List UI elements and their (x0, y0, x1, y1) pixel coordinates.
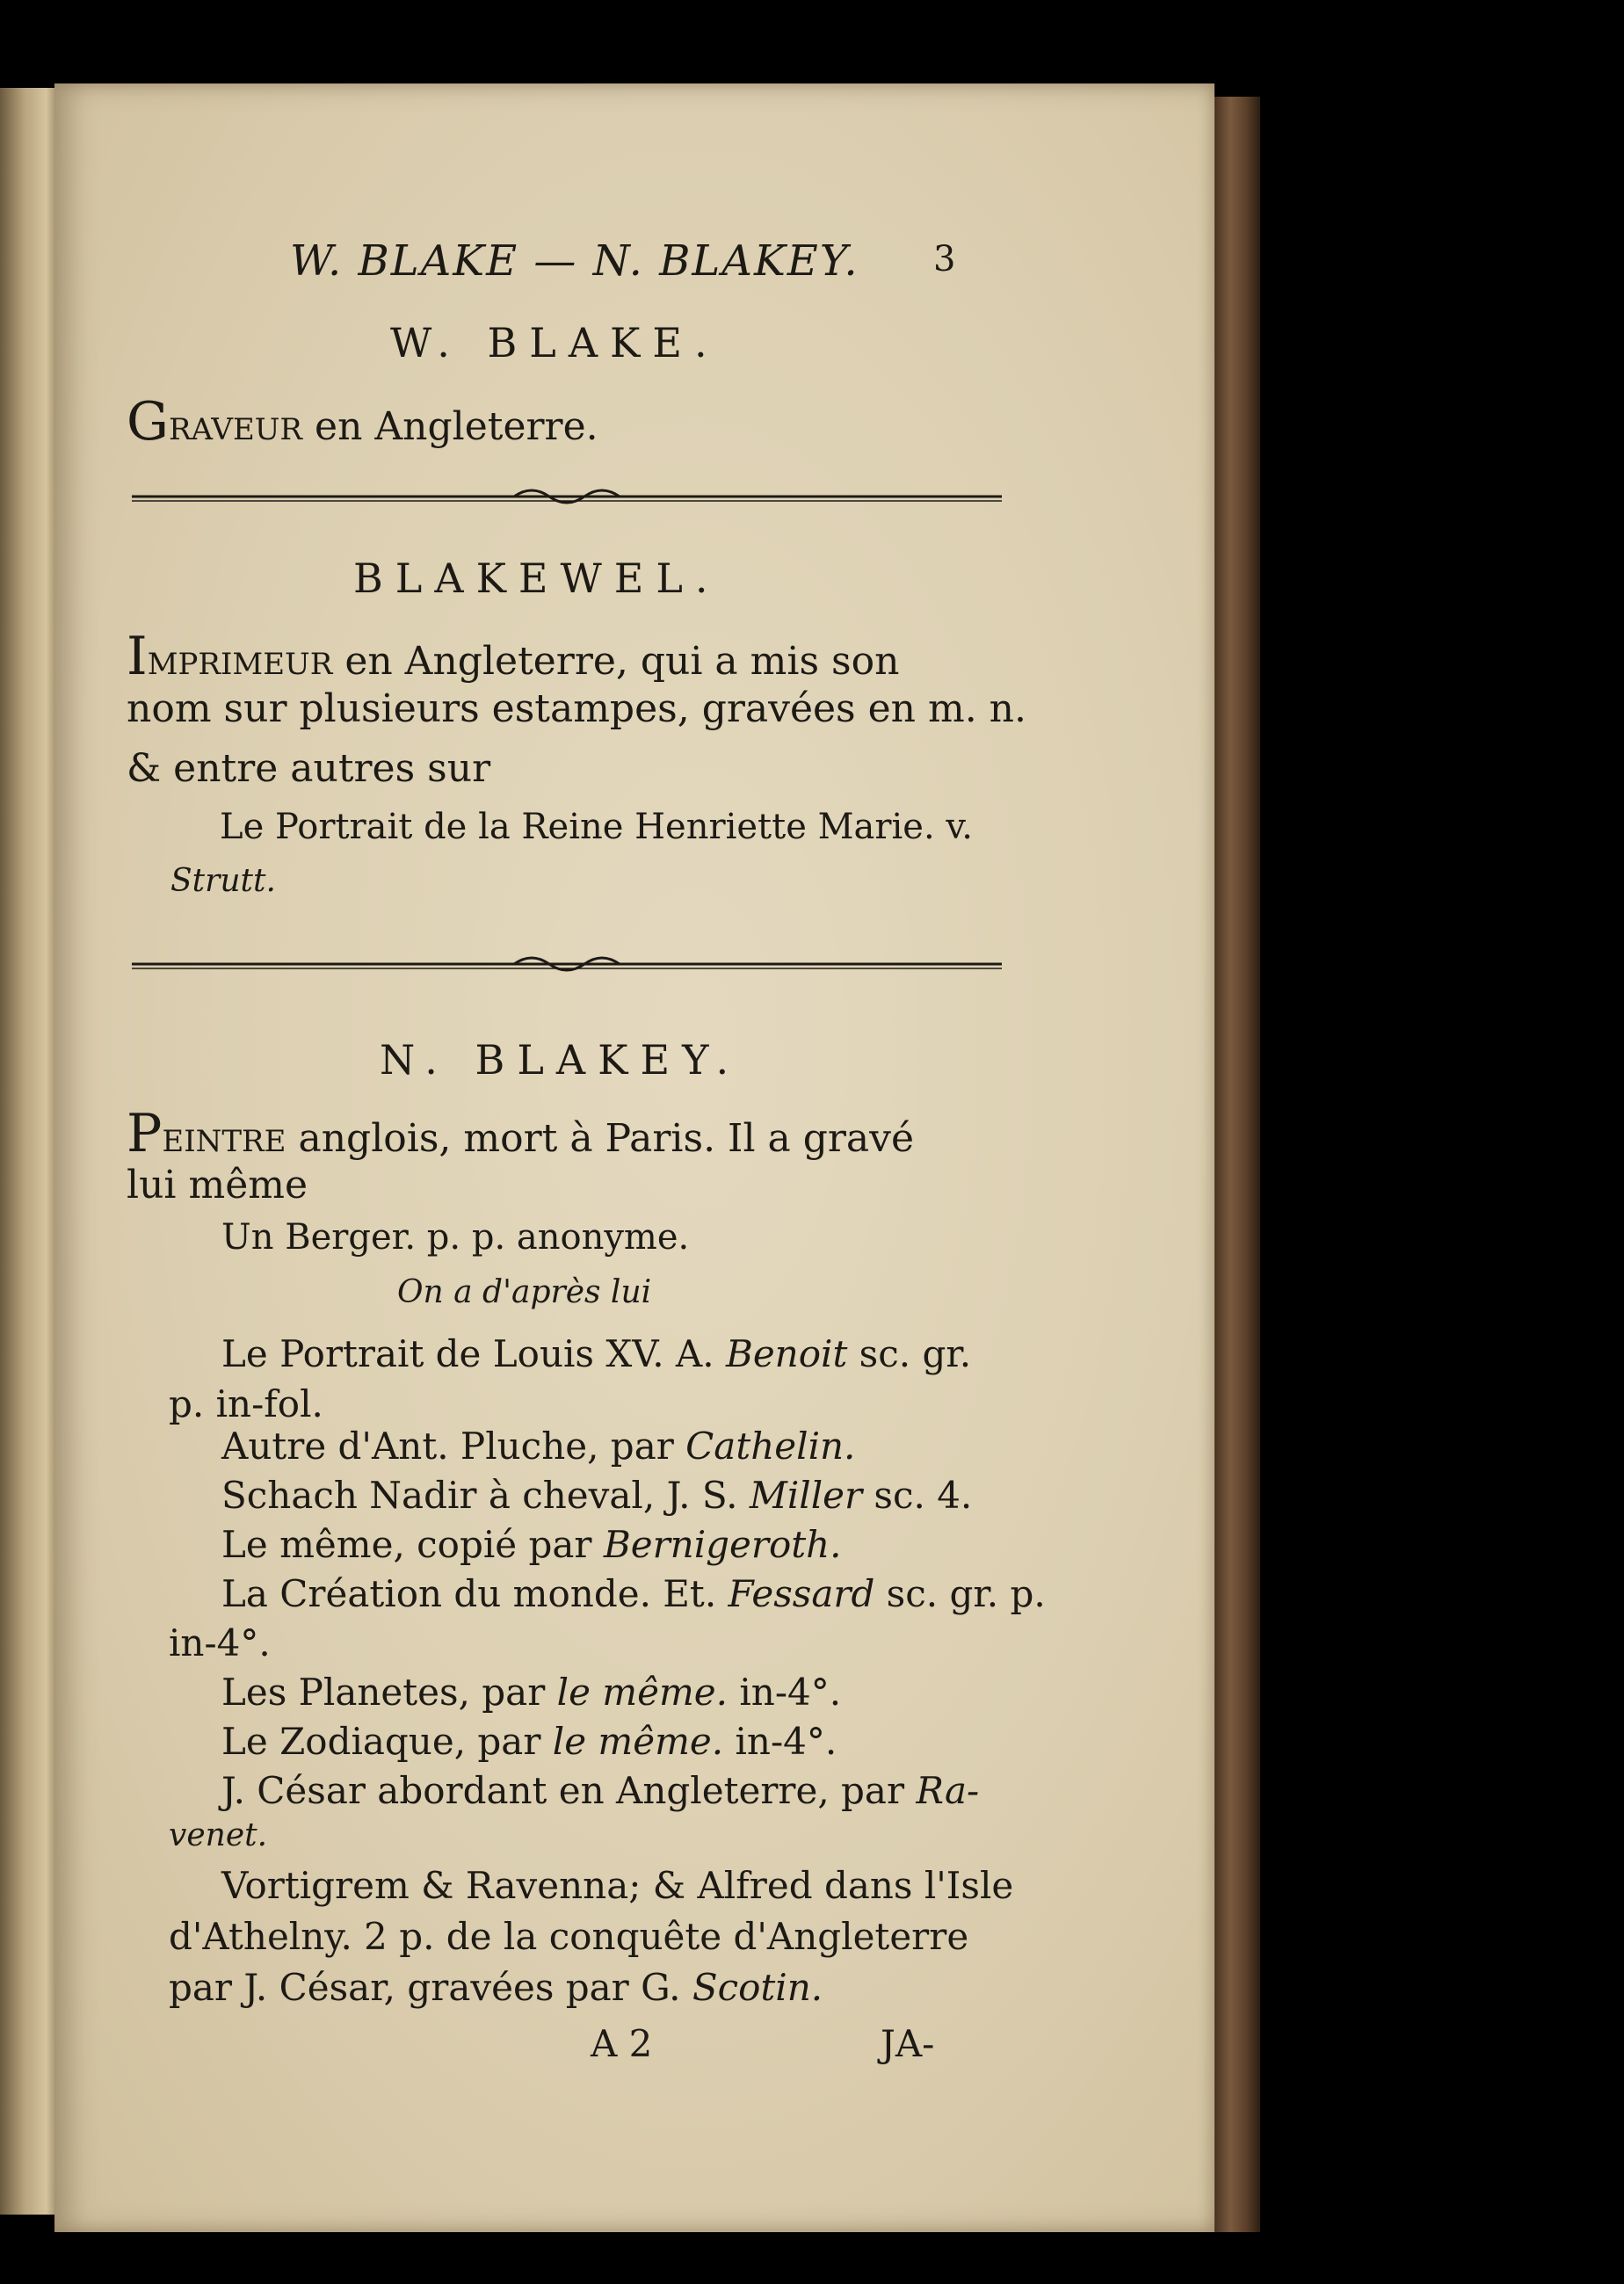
entry-line: Le Portrait de la Reine Henriette Marie. v. (220, 807, 973, 847)
occupation: EINTRE (162, 1124, 286, 1159)
entry-title-w-blake: W. BLAKE. (390, 319, 720, 366)
entry-line: Strutt. (170, 863, 276, 899)
work-line: p. in-fol. (169, 1382, 323, 1425)
entry-body: en Angleterre. (315, 404, 598, 449)
occupation: RAVEUR (168, 412, 303, 447)
work-line: par J. César, gravées par G. Scotin. (169, 1966, 823, 2009)
entry-line (127, 1103, 915, 1164)
entry-line: Un Berger. p. p. anonyme. (221, 1217, 690, 1258)
drop-initial: P (127, 1103, 163, 1164)
signature-mark: A 2 (591, 2022, 653, 2065)
entry-line (127, 626, 900, 687)
work-line: in-4°. (169, 1621, 271, 1664)
work-line: Vortigrem & Ravenna; & Alfred dans l'Isle (221, 1864, 1014, 1907)
work-line: Le Zodiaque, par le même. in-4°. (221, 1720, 837, 1763)
work-line: Schach Nadir à cheval, J. S. Miller sc. 4. (221, 1474, 973, 1517)
work-line: d'Athelny. 2 p. de la conquête d'Angleterre (169, 1915, 969, 1958)
work-line: J. César abordant en Angleterre, par Ra- (221, 1769, 980, 1812)
entry-line: nom sur plusieurs estampes, gravées en m. n. (127, 686, 1027, 731)
entry-line: & entre autres sur (127, 746, 491, 791)
work-line: venet. (169, 1817, 268, 1853)
book-page (54, 83, 1214, 2232)
entry-text-w-blake (127, 391, 598, 453)
work-line: Le Portrait de Louis XV. A. Benoit sc. gr. (221, 1332, 972, 1375)
drop-initial: G (127, 391, 169, 453)
entry-title-n-blakey: N. BLAKEY. (380, 1036, 742, 1084)
work-line: Le même, copié par Bernigeroth. (221, 1523, 842, 1566)
work-line: Autre d'Ant. Pluche, par Cathelin. (221, 1425, 856, 1468)
page-number: 3 (933, 239, 956, 279)
ornamental-rule (132, 486, 1002, 495)
entry-body: anglois, mort à Paris. Il a gravé (298, 1116, 915, 1161)
entry-line: lui même (127, 1163, 308, 1207)
left-page-edge (0, 88, 62, 2215)
entry-title-blakewel: BLAKEWEL. (353, 555, 721, 602)
running-title: W. BLAKE — N. BLAKEY. (290, 236, 859, 286)
ornamental-rule (132, 953, 1002, 962)
entry-body: en Angleterre, qui a mis son (344, 639, 900, 684)
subheading: On a d'après lui (397, 1274, 652, 1310)
work-line: Les Planetes, par le même. in-4°. (221, 1671, 842, 1714)
occupation: MPRIMEUR (147, 647, 333, 682)
catchword: JA- (881, 2022, 935, 2065)
drop-initial: I (127, 626, 148, 687)
book-cover-edge (1214, 97, 1260, 2232)
work-line: La Création du monde. Et. Fessard sc. gr. p. (221, 1572, 1046, 1615)
